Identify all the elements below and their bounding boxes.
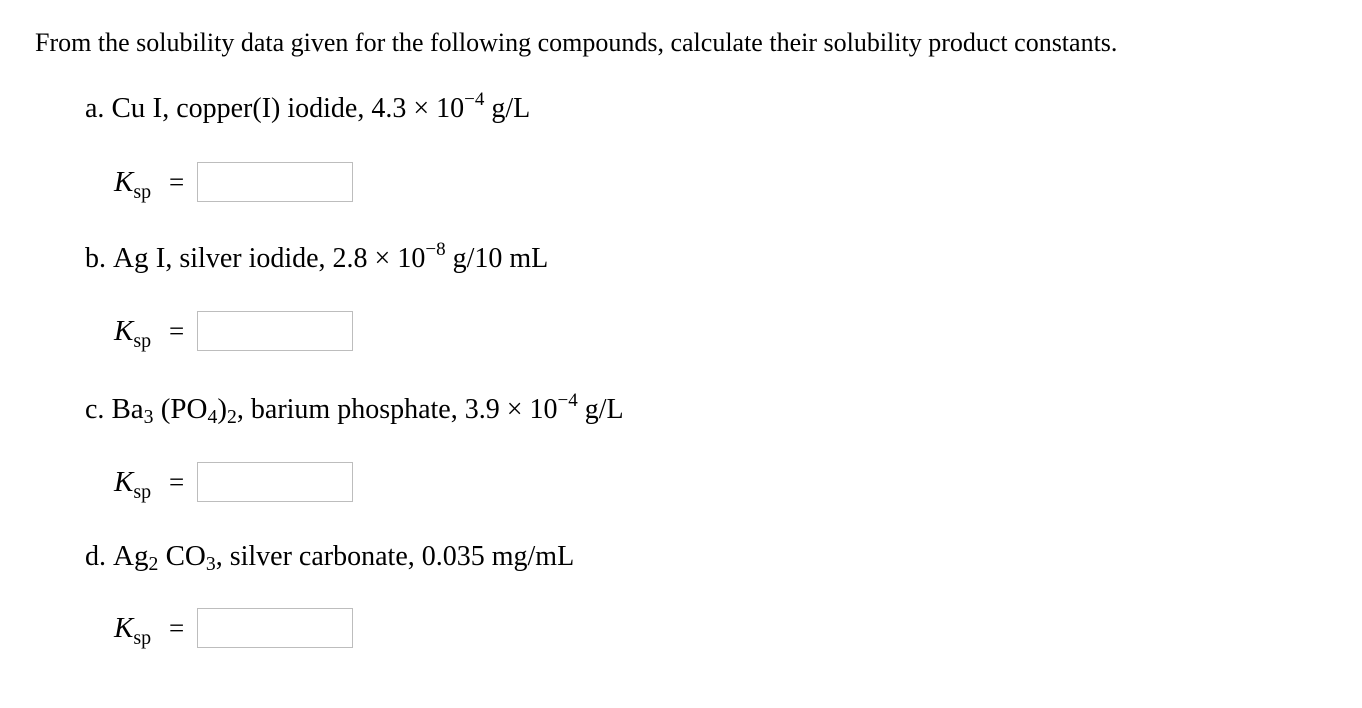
part-a-answer-row: [114, 162, 374, 204]
part-c-prompt: [85, 390, 624, 428]
part-d-answer-row: [114, 608, 374, 650]
part-letter: a.: [85, 93, 105, 124]
ksp-answer-input-a[interactable]: [197, 162, 353, 202]
ksp-label: $K_{sp}$: [114, 612, 152, 649]
exponent: −4: [557, 390, 578, 412]
equals-sign: =: [169, 316, 185, 346]
formula: Cu I: [111, 92, 163, 124]
part-letter: c.: [85, 394, 105, 425]
ksp-answer-input-b[interactable]: [197, 311, 353, 351]
exponent: −8: [425, 239, 446, 261]
ksp-answer-input-d[interactable]: [197, 608, 353, 648]
ksp-label: $K_{sp}$: [114, 315, 152, 352]
formula: $Ag_2$ $CO_3$: [113, 540, 216, 575]
exponent: −4: [464, 89, 485, 111]
compound-description: , silver iodide, 2.8 × 10: [165, 243, 426, 274]
ksp-label: $K_{sp}$: [114, 166, 152, 203]
ksp-label: $K_{sp}$: [114, 466, 152, 503]
part-d-prompt: [85, 540, 574, 573]
unit: g/10 mL: [445, 243, 549, 274]
equals-sign: =: [169, 167, 185, 197]
part-b-prompt: [85, 239, 549, 275]
compound-description: , copper(I) iodide, 4.3 × 10: [162, 93, 465, 124]
unit: g/L: [577, 394, 624, 425]
equals-sign: =: [169, 467, 185, 497]
part-c-answer-row: [114, 462, 374, 504]
compound-description: , silver carbonate, 0.035 mg/mL: [215, 541, 575, 572]
part-b-answer-row: [114, 311, 374, 353]
ksp-answer-input-c[interactable]: [197, 462, 353, 502]
equals-sign: =: [169, 613, 185, 643]
formula: $Ba_3$ $(PO_4)_2$: [111, 393, 237, 428]
question-intro: From the solubility data given for the following compounds, calculate their solubility product constants.: [35, 28, 1118, 57]
part-letter: b.: [85, 243, 106, 274]
part-letter: d.: [85, 541, 106, 572]
formula: Ag I: [113, 242, 166, 274]
compound-description: , barium phosphate, 3.9 × 10: [236, 394, 558, 425]
unit: g/L: [484, 93, 531, 124]
part-a-prompt: [85, 89, 531, 125]
